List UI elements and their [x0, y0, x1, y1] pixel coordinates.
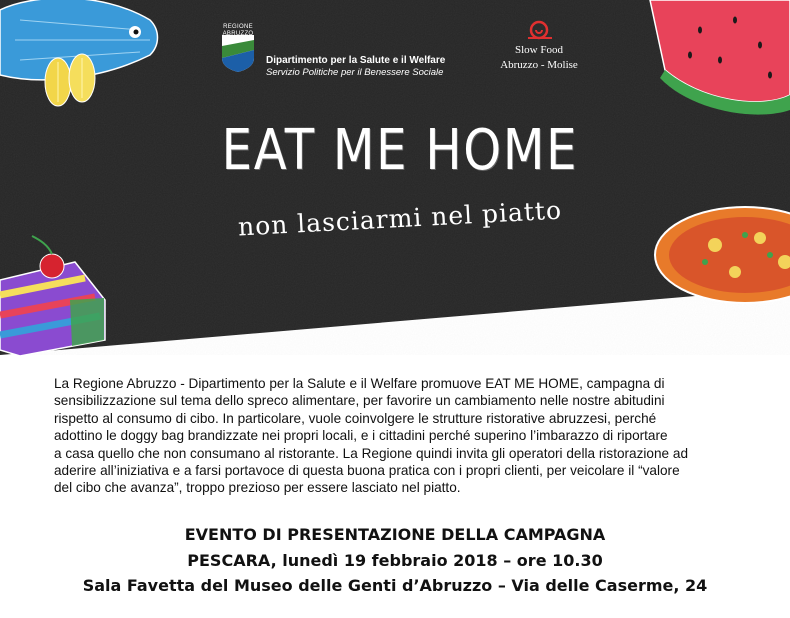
partner-region: Abruzzo - Molise: [500, 59, 578, 71]
partner-name: Slow Food: [515, 44, 563, 56]
description-line: a casa quello che non consumano al ristorante. La Regione quindi invita gli operatori della ristorazione ad: [54, 445, 689, 461]
description-line: sensibilizzazione sul tema dello spreco alimentare, per favorire un cambiamento nelle nostre abitudini: [54, 393, 665, 409]
event-venue: Sala Favetta del Museo delle Genti d’Abruzzo – Via delle Caserme, 24: [82, 576, 708, 595]
region-logo-name: REGIONE ABRUZZO: [222, 24, 254, 37]
description-line: del cibo che avanza”, troppo prezioso per essere lasciato nel piatto.: [54, 480, 461, 496]
description-line: aderire all’iniziativa e a farsi portavoce di questa buona pratica con i propri clienti, per veicolare il “valore: [54, 463, 680, 479]
campaign-description: [54, 375, 754, 497]
event-title: EVENTO DI PRESENTAZIONE DELLA CAMPAGNA: [184, 525, 606, 544]
service-name: Servizio Politiche per il Benessere Sociale: [266, 67, 444, 78]
event-date: PESCARA, lunedì 19 febbraio 2018 – ore 10.30: [187, 551, 603, 570]
description-line: adottino le doggy bag brandizzate nei propri locali, e i cittadini perché superino l’imbarazzo di riportare: [54, 428, 668, 444]
campaign-subtitle: non lasciarmi nel piatto: [237, 195, 563, 242]
campaign-title: EAT ME HOME: [221, 118, 579, 183]
description-line: La Regione Abruzzo - Dipartimento per la Salute e il Welfare promuove EAT ME HOME, campagna di: [54, 376, 665, 391]
department-name: Dipartimento per la Salute e il Welfare: [266, 55, 446, 66]
description-line: rispetto al consumo di cibo. In particolare, vuole coinvolgere le strutture ristorative abruzzesi, perché: [54, 410, 657, 426]
regione-abruzzo-logo: [222, 35, 254, 72]
